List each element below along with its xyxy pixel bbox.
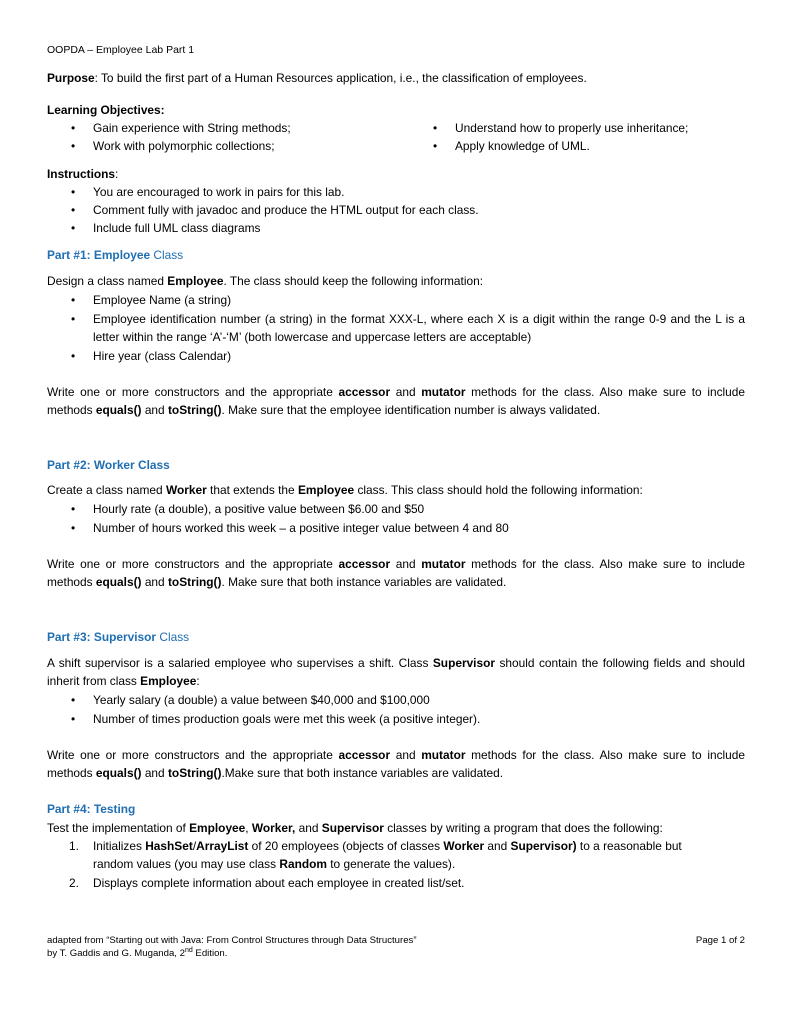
part1-heading-bold: Part #1: Employee [47, 248, 151, 262]
text-run: Create a class named [47, 483, 166, 497]
superscript: nd [184, 946, 193, 954]
part3-paragraph [47, 746, 745, 782]
text-run: .Make sure that both instance variables are validated. [221, 766, 504, 780]
text-run: Test the implementation of [47, 821, 190, 835]
part1-heading-rest: Class [150, 248, 184, 262]
purpose-paragraph [47, 69, 745, 87]
text-run: / [192, 839, 197, 853]
list-number: 1. [69, 839, 79, 853]
text-run: Employee [189, 821, 246, 835]
text-run: Write one or more constructors and the appropriate [47, 748, 339, 762]
list-item: • Number of times production goals were met this week (a positive integer). [47, 710, 745, 728]
text-run: Worker [165, 483, 207, 497]
text-run: and [141, 403, 168, 417]
objectives-label: Learning Objectives: [47, 103, 165, 117]
text-run: class. This class should hold the following information: [354, 483, 643, 497]
part3-heading-bold: Part #3: Supervisor [47, 630, 157, 644]
instructions-label: Instructions [47, 167, 116, 181]
text-run: toString() [167, 575, 222, 589]
text-run: Worker [443, 839, 485, 853]
text-run: Supervisor [321, 821, 384, 835]
page-footer [47, 934, 745, 960]
list-item: • Understand how to properly use inheritance; [409, 119, 745, 137]
part1-paragraph [47, 383, 745, 419]
text-run: Initializes [93, 839, 146, 853]
text-run: methods for the class. Also make sure to include methods [47, 557, 745, 589]
text-run: Write one or more constructors and the appropriate [47, 385, 339, 399]
text-run: HashSet [145, 839, 193, 853]
list-item [47, 874, 745, 892]
text-run: equals() [95, 403, 142, 417]
footer-citation-line2 [47, 947, 745, 960]
text-run: to generate the values). [326, 857, 456, 871]
text-run: methods for the class. Also make sure to include methods [47, 748, 745, 780]
list-number: 2. [69, 876, 79, 890]
text-run: accessor [338, 748, 391, 762]
text-run: equals() [95, 575, 142, 589]
page-header: OOPDA – Employee Lab Part 1 [47, 44, 195, 56]
instructions [47, 165, 745, 237]
text-run: . Make sure that both instance variables are validated. [221, 575, 507, 589]
text-run: that extends the [206, 483, 298, 497]
list-item: • Employee identification number (a string) in the format XXX-L, where each X is a digit within the range 0-9 and the L is a letter within the range ‘A’-‘M’ (both lowercase and uppercase letters are acceptable) [47, 310, 745, 346]
list-item: • Hire year (class Calendar) [47, 347, 745, 365]
objectives-right-list [409, 119, 745, 155]
text-run: toString() [167, 403, 222, 417]
list-item: • You are encouraged to work in pairs for this lab. [47, 183, 745, 201]
text-run: toString() [167, 766, 222, 780]
footer-citation-line1: adapted from “Starting out with Java: From Control Structures through Data Structures” [47, 935, 417, 946]
part3-heading [47, 628, 745, 646]
list-item [47, 837, 745, 873]
text-run: A shift supervisor is a salaried employee who supervises a shift. Class [47, 656, 433, 670]
text-run: Employee [167, 274, 224, 288]
text-run: and [390, 557, 422, 571]
text-run: of 20 employees (objects of classes [248, 839, 444, 853]
list-item: • Apply knowledge of UML. [409, 137, 745, 155]
part4-heading [47, 800, 745, 818]
text-run: to a reasonable but random values (you may use class [93, 839, 682, 871]
part2-intro [47, 481, 745, 499]
text-run: by T. Gaddis and G. Muganda, 2 [47, 948, 185, 959]
list-item: • Number of hours worked this week – a positive integer value between 4 and 80 [47, 519, 745, 537]
text-run: Write one or more constructors and the appropriate [47, 557, 339, 571]
text-run: Supervisor [432, 656, 495, 670]
text-run: and [141, 575, 168, 589]
text-run: , [245, 821, 252, 835]
text-run: and [141, 766, 168, 780]
text-run: mutator [421, 748, 466, 762]
list-item: • Gain experience with String methods; [47, 119, 383, 137]
text-run: mutator [421, 557, 466, 571]
text-run: and [484, 839, 511, 853]
part2-heading [47, 456, 745, 474]
part1-list [47, 291, 745, 365]
text-run: Supervisor) [510, 839, 577, 853]
text-run: mutator [421, 385, 466, 399]
text-run: Design a class named [47, 274, 168, 288]
list-item: • Employee Name (a string) [47, 291, 745, 309]
text-run: . The class should keep the following information: [223, 274, 484, 288]
instructions-list [47, 183, 745, 237]
text-run: and [295, 821, 322, 835]
text-run: Random [279, 857, 327, 871]
text-run: ArrayList [196, 839, 249, 853]
part1-heading [47, 246, 745, 264]
list-item: • Work with polymorphic collections; [47, 137, 383, 155]
text-run: methods for the class. Also make sure to include methods [47, 385, 745, 417]
learning-objectives [47, 101, 745, 155]
text-run: accessor [338, 385, 391, 399]
part4-list [47, 837, 745, 892]
text-run: : [196, 674, 200, 688]
text-run: should contain the following fields and should inherit from class [47, 656, 745, 688]
text-run: . Make sure that the employee identification number is always validated. [221, 403, 601, 417]
list-item: • Yearly salary (a double) a value between $40,000 and $100,000 [47, 691, 745, 709]
text-run: classes by writing a program that does the following: [383, 821, 663, 835]
text-run: Displays complete information about each employee in created list/set. [93, 876, 465, 890]
purpose-text: : To build the first part of a Human Resources application, i.e., the classification of employees. [94, 71, 587, 85]
text-run: equals() [95, 766, 142, 780]
part2-list [47, 500, 745, 537]
part1-intro [47, 272, 745, 290]
instructions-colon: : [115, 167, 119, 181]
text-run: Employee [297, 483, 355, 497]
text-run: and [390, 748, 422, 762]
text-run: and [390, 385, 422, 399]
list-item: • Hourly rate (a double), a positive value between $6.00 and $50 [47, 500, 745, 518]
page-number: Page 1 of 2 [695, 935, 745, 946]
list-item: • Include full UML class diagrams [47, 219, 745, 237]
objectives-left-list [47, 119, 383, 155]
part4-heading-text: Part #4: Testing [47, 802, 136, 816]
part3-list [47, 691, 745, 728]
part4-intro [47, 819, 745, 837]
part2-paragraph [47, 555, 745, 591]
text-run: Employee [140, 674, 197, 688]
purpose-label: Purpose [47, 71, 95, 85]
part2-heading-text: Part #2: Worker Class [47, 458, 170, 472]
part3-heading-rest: Class [156, 630, 190, 644]
part3-intro [47, 654, 745, 690]
text-run: accessor [338, 557, 391, 571]
text-run: Edition. [192, 948, 228, 959]
list-item: • Comment fully with javadoc and produce the HTML output for each class. [47, 201, 745, 219]
text-run: Worker, [251, 821, 296, 835]
